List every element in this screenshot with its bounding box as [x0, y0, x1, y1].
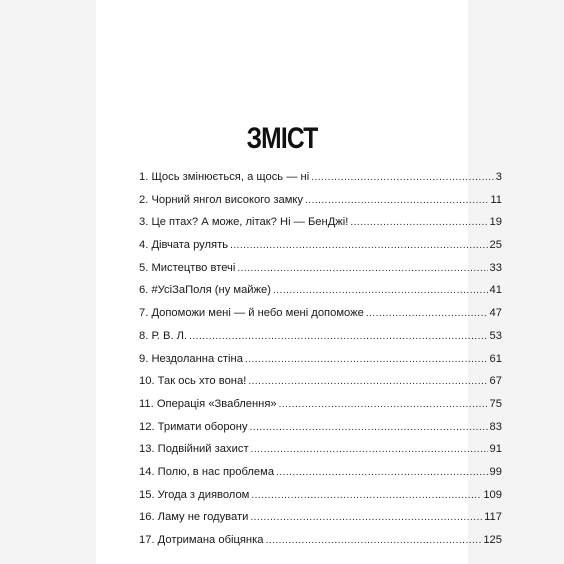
toc-entry — [139, 171, 502, 194]
toc-entry — [139, 330, 502, 353]
toc-entry — [139, 353, 502, 376]
toc-entry — [139, 194, 502, 217]
toc-entry-title: 6. #УсіЗаПоля (ну майже) — [139, 284, 271, 297]
dot-leader — [250, 512, 482, 523]
toc-entry-page-number: 117 — [484, 511, 502, 524]
toc-entry-page-number: 33 — [489, 261, 502, 274]
toc-entry-title: 16. Ламу не годувати — [139, 511, 249, 524]
toc-entry-page-number: 19 — [489, 216, 502, 229]
dot-leader — [273, 285, 488, 296]
toc-entry-page-number: 125 — [483, 534, 502, 546]
toc-entry — [139, 443, 502, 466]
dot-leader — [251, 490, 481, 501]
dot-leader — [189, 331, 487, 342]
dot-leader — [250, 422, 488, 433]
toc-entry — [139, 239, 502, 262]
dot-leader — [230, 240, 487, 251]
dot-leader — [248, 376, 487, 387]
toc-entry — [139, 534, 502, 557]
toc-entry-title: 1. Щось змінюється, а щось — ні — [139, 171, 310, 183]
dot-leader — [245, 354, 488, 365]
toc-entry — [139, 489, 502, 512]
toc-entry — [139, 307, 502, 330]
dot-leader — [350, 217, 487, 228]
dot-leader — [366, 308, 488, 319]
toc-entry — [139, 511, 502, 534]
toc-entry-page-number: 3 — [495, 171, 502, 183]
page-title: ЗМІСТ — [246, 122, 318, 155]
toc-entry-title: 8. Р. В. Л. — [139, 329, 188, 342]
toc-entry-title: 13. Подвійний захист — [139, 443, 249, 456]
toc-entry — [139, 421, 502, 444]
toc-entry-title: 14. Полю, в нас проблема — [139, 465, 275, 478]
toc-entry — [139, 284, 502, 307]
toc-entry-page-number: 25 — [489, 239, 502, 252]
toc-entry-title: 5. Мистецтво втечі — [139, 261, 236, 274]
toc-entry-page-number: 75 — [489, 397, 502, 410]
dot-leader — [237, 263, 487, 274]
toc-entry-page-number: 61 — [489, 352, 502, 365]
toc-entry — [139, 262, 502, 285]
toc-entry — [139, 375, 502, 398]
dot-leader — [251, 444, 488, 455]
toc-entry-page-number: 67 — [489, 375, 502, 388]
toc-entry — [139, 466, 502, 489]
toc-entry-page-number: 41 — [489, 284, 502, 297]
toc-entry-title: 9. Нездоланна стіна — [139, 352, 243, 365]
dot-leader — [279, 399, 488, 410]
toc-entry-page-number: 91 — [489, 443, 502, 456]
toc-entry-title: 12. Тримати оборону — [139, 420, 248, 433]
dot-leader — [305, 195, 488, 206]
toc-entry-title: 3. Це птах? А може, літак? Ні — БенДжі! — [139, 216, 349, 229]
toc-entry-title: 15. Угода з дияволом — [139, 488, 250, 501]
dot-leader — [276, 467, 488, 478]
toc-entry-page-number: 53 — [489, 329, 502, 342]
toc-entry-page-number: 109 — [483, 488, 502, 501]
toc-entry-page-number: 47 — [489, 307, 502, 320]
toc-entry-title: 4. Дівчата рулять — [139, 239, 229, 252]
toc-entry — [139, 398, 502, 421]
toc-entry-page-number: 99 — [489, 465, 502, 478]
dot-leader — [311, 172, 494, 183]
toc-entry-title: 7. Допоможи мені — й небо мені допоможе — [139, 307, 364, 320]
toc-entry-title: 17. Дотримана обіцянка — [139, 534, 264, 546]
toc-entry — [139, 216, 502, 239]
toc-entry-title: 10. Так ось хто вона! — [139, 375, 247, 388]
toc-entry-page-number: 83 — [489, 420, 502, 433]
toc-entry-page-number: 11 — [490, 193, 502, 206]
toc-entry-title: 11. Операція «Зваблення» — [139, 397, 277, 410]
toc-entry-title: 2. Чорний янгол високого замку — [139, 193, 304, 206]
table-of-contents — [139, 171, 502, 557]
book-page — [96, 0, 502, 564]
dot-leader — [265, 535, 481, 546]
